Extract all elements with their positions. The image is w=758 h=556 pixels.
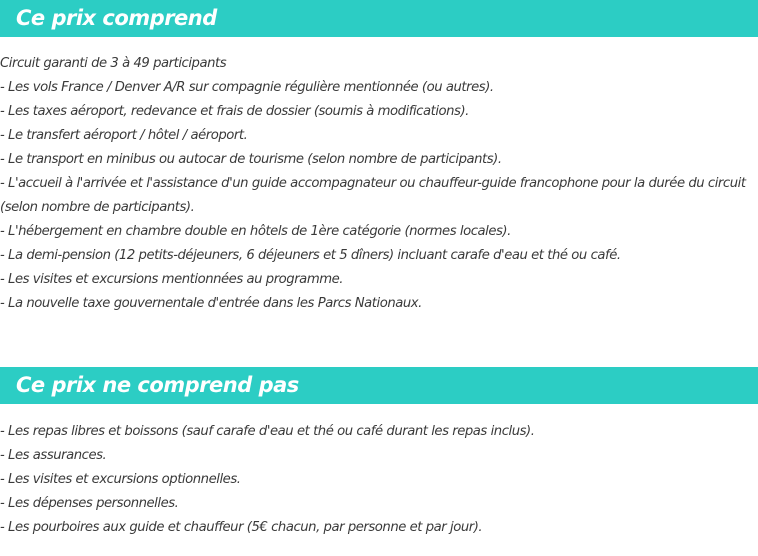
included-section-title: Ce prix comprend — [16, 6, 217, 30]
included-list — [0, 52, 758, 316]
excluded-section-header — [0, 367, 758, 404]
list-item: - Les visites et excursions optionnelles. — [0, 472, 241, 487]
list-item: - La demi-pension (12 petits-déjeuners, 6 déjeuners et 5 dîners) incluant carafe d'eau et thé ou café. — [0, 248, 621, 263]
list-item: - Les taxes aéroport, redevance et frais de dossier (soumis à modifications). — [0, 104, 469, 119]
list-item: - Les dépenses personnelles. — [0, 496, 179, 511]
list-item: Circuit garanti de 3 à 49 participants — [0, 56, 227, 71]
list-item: - L'accueil à l'arrivée et l'assistance d'un guide accompagnateur ou chauffeur-guide francophone pour la durée du circuit (selon nombre de participants). — [0, 176, 746, 215]
included-section-header — [0, 0, 758, 37]
list-item: - La nouvelle taxe gouvernentale d'entrée dans les Parcs Nationaux. — [0, 296, 422, 311]
list-item: - Les assurances. — [0, 448, 107, 463]
list-item: - Les repas libres et boissons (sauf carafe d'eau et thé ou café durant les repas inclus). — [0, 424, 535, 439]
excluded-list — [0, 420, 758, 540]
list-item: - L'hébergement en chambre double en hôtels de 1ère catégorie (normes locales). — [0, 224, 511, 239]
list-item: - Les pourboires aux guide et chauffeur (5€ chacun, par personne et par jour). — [0, 520, 483, 535]
excluded-section-title: Ce prix ne comprend pas — [16, 373, 299, 397]
list-item: - Le transport en minibus ou autocar de tourisme (selon nombre de participants). — [0, 152, 502, 167]
list-item: - Le transfert aéroport / hôtel / aéroport. — [0, 128, 248, 143]
list-item: - Les vols France / Denver A/R sur compagnie régulière mentionnée (ou autres). — [0, 80, 494, 95]
list-item: - Les visites et excursions mentionnées au programme. — [0, 272, 344, 287]
